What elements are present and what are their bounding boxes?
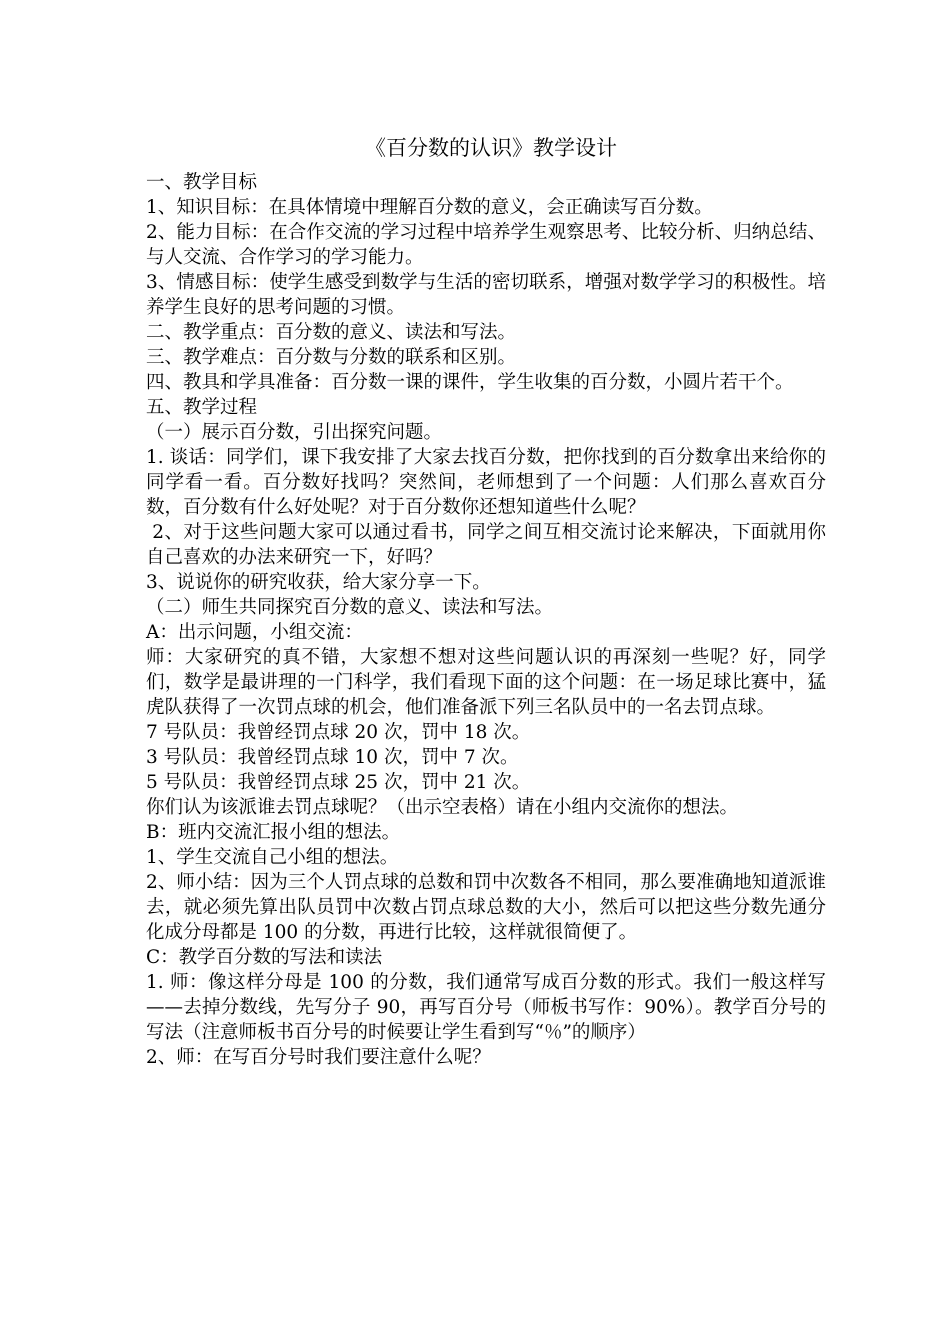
paragraph-talk: 1. 谈话：同学们，课下我安排了大家去找百分数，把你找到的百分数拿出来给你的同学看一看。百分数好找吗？突然间，老师想到了一个问题：人们那么喜欢百分数，百分数有什么好处呢？对于百分数你还想知道些什么呢？ (146, 447, 826, 518)
paragraph-share: 3、说说你的研究收获，给大家分享一下。 (146, 572, 491, 593)
paragraph-writing-method: 1. 师：像这样分母是 100 的分数，我们通常写成百分数的形式。我们一般这样写——去掉分数线，先写分子 90，再写百分号（师板书写作：90%）。教学百分号的写法（注意师板书百分号的时候要让学生看到写“％”的顺序） (146, 972, 826, 1043)
paragraph-player-5: 5 号队员：我曾经罚点球 25 次，罚中 21 次。 (146, 772, 531, 793)
section-heading-process: 五、教学过程 (146, 397, 258, 418)
paragraph-emotion-goal: 3、情感目标：使学生感受到数学与生活的密切联系，增强对数学学习的积极性。培养学生良好的思考问题的习惯。 (146, 272, 826, 318)
paragraph-knowledge-goal: 1、知识目标：在具体情境中理解百分数的意义，会正确读写百分数。 (146, 197, 713, 218)
section-heading-key-points: 二、教学重点：百分数的意义、读法和写法。 (146, 322, 517, 343)
document-body (146, 134, 826, 1070)
paragraph-attention-question: 2、师：在写百分号时我们要注意什么呢？ (146, 1047, 491, 1068)
document-title: 《百分数的认识》教学设计 (365, 136, 617, 160)
section-heading-objectives: 一、教学目标 (146, 172, 258, 193)
section-heading-difficulties: 三、教学难点：百分数与分数的联系和区别。 (146, 347, 517, 368)
paragraph-b-heading: B：班内交流汇报小组的想法。 (146, 822, 401, 843)
paragraph-ability-goal: 2、能力目标：在合作交流的学习过程中培养学生观察思考、比较分析、归纳总结、与人交流、合作学习的学习能力。 (146, 222, 826, 268)
paragraph-discussion: 2、对于这些问题大家可以通过看书，同学之间互相交流讨论来解决，下面就用你自己喜欢的办法来研究一下，好吗？ (146, 522, 826, 568)
paragraph-player-3: 3 号队员：我曾经罚点球 10 次，罚中 7 次。 (146, 747, 519, 768)
paragraph-teacher-problem: 师：大家研究的真不错，大家想不想对这些问题认识的再深刻一些呢？好，同学们，数学是最讲理的一门科学，我们看现下面的这个问题：在一场足球比赛中，猛虎队获得了一次罚点球的机会，他们准备派下列三名队员中的一名去罚点球。 (146, 647, 826, 718)
subsection-heading-explore: （二）师生共同探究百分数的意义、读法和写法。 (146, 597, 554, 618)
paragraph-teacher-summary: 2、师小结：因为三个人罚点球的总数和罚中次数各不相同，那么要准确地知道派谁去，就必须先算出队员罚中次数占罚点球总数的大小，然后可以把这些分数先通分化成分母都是 100 的分数，再进行比较，这样就很简便了。 (146, 872, 826, 943)
paragraph-c-heading: C：教学百分数的写法和读法 (146, 947, 383, 968)
paragraph-player-7: 7 号队员：我曾经罚点球 20 次，罚中 18 次。 (146, 722, 531, 743)
paragraph-a-heading: A：出示问题，小组交流： (146, 622, 363, 643)
paragraph-question: 你们认为该派谁去罚点球呢？（出示空表格）请在小组内交流你的想法。 (146, 797, 739, 818)
section-heading-materials: 四、教具和学具准备：百分数一课的课件，学生收集的百分数，小圆片若干个。 (146, 372, 794, 393)
paragraph-student-exchange: 1、学生交流自己小组的想法。 (146, 847, 399, 868)
subsection-heading-show-percent: （一）展示百分数，引出探究问题。 (146, 422, 443, 443)
